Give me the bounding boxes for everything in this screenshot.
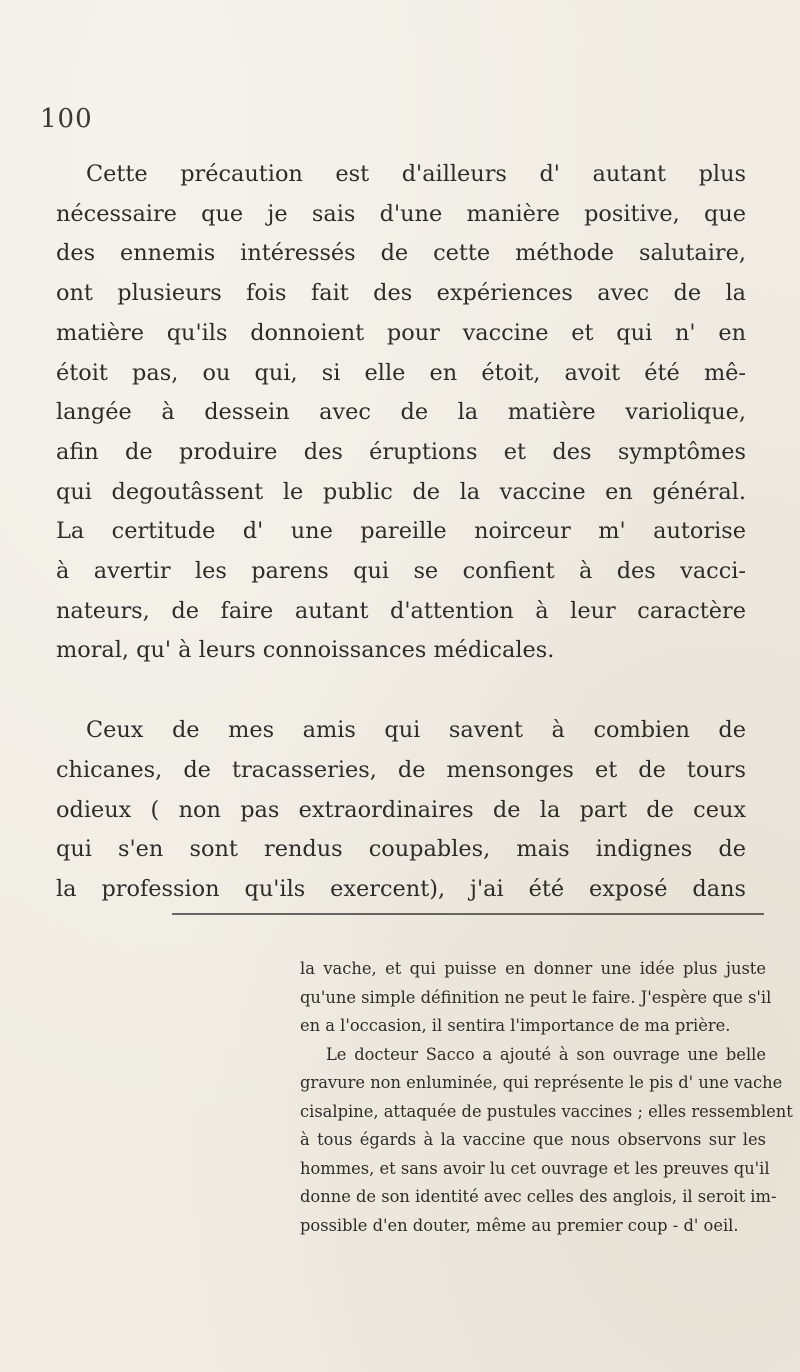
text-line: afin de produire des éruptions et des symptômes [56,438,746,465]
footnote-line: Le docteur Sacco a ajouté à son ouvrage une belle [326,1044,766,1064]
text-line: moral, qu' à leurs connoissances médicales. [56,637,555,664]
footnote-line: possible d'en douter, même au premier coup - d' oeil. [300,1215,739,1235]
text-line: chicanes, de tracasseries, de mensonges et de tours [56,756,746,783]
footnote [300,955,793,1240]
main-text [56,155,746,910]
text-line: Cette précaution est d'ailleurs d' autant plus [86,161,746,187]
text-line: odieux ( non pas extraordinaires de la part de ceux [56,796,746,823]
text-line: nécessaire que je sais d'une manière positive, que [56,200,746,227]
text-line: nateurs, de faire autant d'attention à leur caractère [56,597,746,624]
text-line: La certitude d' une pareille noirceur m' autorise [56,518,746,545]
text-line: ont plusieurs fois fait des expériences avec de la [56,280,746,307]
text-line: étoit pas, ou qui, si elle en étoit, avoit été mê- [56,359,746,386]
footnote-line: à tous égards à la vaccine que nous observons sur les [300,1130,766,1149]
page-number: 100 [40,104,93,134]
text-line: à avertir les parens qui se confient à des vacci- [56,558,746,585]
footnote-separator [172,913,764,915]
footnote-line: la vache, et qui puisse en donner une idée plus juste [300,959,766,978]
text-line: langée à dessein avec de la matière variolique, [56,399,746,426]
paragraph-gap [56,671,746,711]
text-line: qui degoutâssent le public de la vaccine en général. [56,478,746,505]
footnote-line: donne de son identité avec celles des anglois, il seroit im- [300,1187,777,1206]
text-line: matière qu'ils donnoient pour vaccine et qui n' en [56,319,746,346]
text-line: des ennemis intéressés de cette méthode salutaire, [56,240,746,267]
footnote-line: en a l'occasion, il sentira l'importance de ma prière. [300,1016,731,1035]
text-line: Ceux de mes amis qui savent à combien de [86,717,746,744]
text-line: la profession qu'ils exercent), j'ai été exposé dans [56,875,746,902]
footnote-line: cisalpine, attaquée de pustules vaccines ; elles ressemblent [300,1101,793,1121]
footnote-line: gravure non enluminée, qui représente le pis d' une vache [300,1073,783,1092]
text-line: qui s'en sont rendus coupables, mais indignes de [56,836,746,863]
footnote-line: hommes, et sans avoir lu cet ouvrage et les preuves qu'il [300,1158,770,1178]
footnote-line: qu'une simple définition ne peut le faire. J'espère que s'il [300,987,772,1007]
